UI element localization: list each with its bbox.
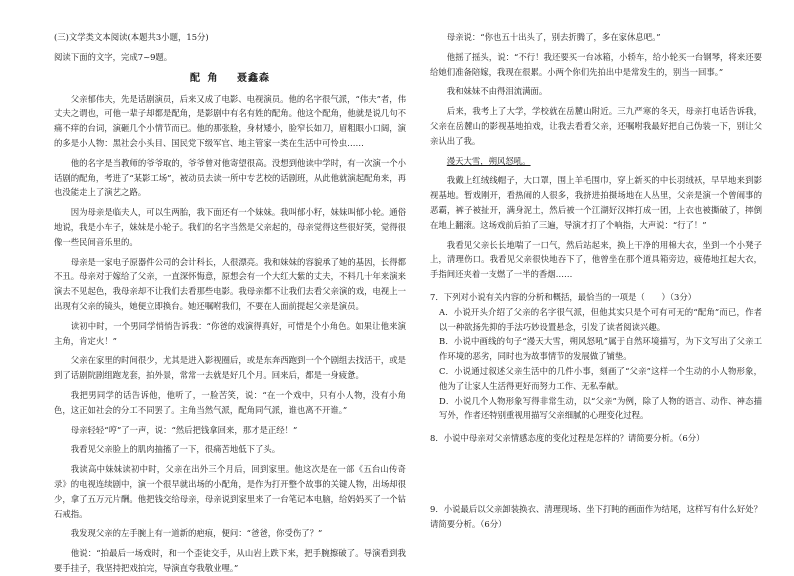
paragraph: 父亲在家里的时间很少，尤其是进入影视圈后，或是东奔西跑到一个个剧组去找活干，或是到了话剧院剧组跑龙套，拍外景，常常一去就是好几个月。回来后，都是一身疲惫。 — [54, 355, 406, 381]
question-8-stem: 8．小说中母亲对父亲情感态度的变化过程是怎样的？请简要分析。（6分） — [430, 433, 705, 444]
paragraph: 我看见父亲长长地喘了一口气，然后站起来，换上干净的用棉大衣，坐到一个小凳子上，清理伤口。我看见父亲很快地吞下了，他曾坐在那个道具箱旁边，疲倦地扛起大衣，手指间还夹着一支燃了一半的香烟…… — [430, 239, 762, 280]
paragraph: 母亲说：“你也五十出头了，别去折腾了，多在家休息吧。” — [446, 32, 661, 42]
answer-space — [430, 446, 762, 494]
story-author: 聂鑫森 — [236, 72, 270, 84]
question-9-stem: 9．小说最后以父亲卸装换衣、清理现场、坐下打盹的画面作为结尾，这样写有什么好处？请简要分析。（6分） — [430, 503, 762, 529]
left-column — [54, 30, 406, 576]
paragraph: 读初中时，一个男同学悄悄告诉我：“你爸的戏演得真好，可惜是个小角色。如果让他来演主角，肯定火！” — [54, 320, 406, 346]
question-7-stem: 7．下列对小说有关内容的分析和概括，最恰当的一项是（ ）（3分） — [430, 291, 697, 302]
underlined-text: 漫天大雪，朔风怒吼。 — [446, 155, 531, 166]
paragraph: 我戴上红绒线帽子，大口罩，围上羊毛围巾，穿上新买的中长羽绒袄，早早地来到影视基地。暂戏刚开，看热闹的人很多，我挤进拍摄场地在人丛里，父亲是演一个曾闹事的恶霸，裤子被扯开，满身泥土，然后被一个江湖好汉摔打成一团，上衣也被撕破了，摔倒在地上翻滚。这场戏前后拍了三遍，导演才打了个响指，大声说：“行了！” — [430, 175, 762, 230]
paragraph: 他的名字是当教师的爷爷取的，爷爷曾对他寄望很高。没想到他读中学时，有一次演一个小话剧的配角，考进了“某影工场”，被动员去读一所中专艺校的话剧班，从此他就演起配角来，再也没能走上了演艺之路。 — [54, 157, 406, 198]
question-7-option-c: C．小说通过叙述父亲生活中的几件小事，刻画了“父亲”这样一个生动的小人物形象，他为了让家人生活得更好而努力工作、无私奉献。 — [439, 365, 762, 391]
paragraph: 他摇了摇头，说：“不行！我还要买一台冰箱，小轿车，给小轮买一台钢琴，将来还要给她们准备陪嫁，我现在很累。小两个你们先拍出中是常发生的，别当一回事。” — [430, 51, 762, 77]
section-header: (三)文学类文本阅读(本题共3小题，15分) — [54, 32, 209, 42]
story-title-line — [54, 70, 406, 88]
story-title: 配 角 — [190, 72, 220, 84]
underlined-sentence — [430, 154, 762, 169]
paragraph: 因为母亲是临夫人，可以生两胎，我下面还有一个妹妹。我叫郁小籽，妹妹叫郁小轮。通俗地说，我是小车子，妹妹是小轮子。我们的名字当然是父亲起的，母亲觉得这些很好笑，觉得很像一些民间音乐里的。 — [54, 207, 406, 247]
question-7-option-a: A．小说开头介绍了父亲的名字很气派，但他其实只是个可有可无的“配角”而已，作者以一种欲扬先抑的手法巧妙设置悬念，引发了读者阅读兴趣。 — [439, 306, 762, 332]
instruction: 阅读下面的文字，完成7~9题。 — [54, 51, 173, 62]
paragraph: 我发现父亲的左手腕上有一道新的疤痕，便问：“爸爸，你受伤了？” — [70, 528, 323, 539]
question-7-option-d: D．小说几个人物形象写得非常生动，以“父亲”为例，除了人物的语言、动作、神态描写外，作者还特别重视用描写父亲细腻的心理变化过程。 — [439, 395, 762, 421]
question-7-option-b: B．小说中画线的句子“漫天大雪，朔风怒吼”属于自然环境描写，为下文写出了父亲工作环境的恶劣，同时也为故事情节的发展做了铺垫。 — [439, 336, 762, 362]
paragraph: 母亲轻轻“哼”了一声，说：“然后把钱拿回来，那才是正经！” — [70, 424, 298, 435]
paragraph: 后来，我考上了大学，学校就在岳麓山附近。三九严寒的冬天，母亲打电话告诉我，父亲在岳麓山的影视基地拍戏，让我去看看父亲，还嘱咐我最好把自己伪装一下，别让父亲认出了我。 — [430, 106, 762, 146]
paragraph: 父亲郁伟夫，先是话剧演员，后来又成了电影、电视演员。他的名字很气派，“伟夫”者，伟丈夫之谓也，可他一辈子却都是配角，是影剧中有名有姓的配角。他这个配角，他就是说几句不痛不痒的台词，演砸几个小情节而已。他的那张脸，身材矮小，脸窄长如刀，眉粗眼小口阔，演的多是小人物：黑社会小头目、国民党下级军官、地主管家一类在生活中可怜虫…… — [54, 93, 406, 148]
paragraph: 我把男同学的话告诉他，他听了，一脸苦笑，说：“在一个戏中，只有小人物，没有小角色，这正如社会的分工不同罢了。主角当然气派，配角同气派，谁也离不开谁。” — [54, 389, 406, 415]
right-column — [430, 30, 762, 532]
paragraph: 我看见父亲脸上的肌肉抽搐了一下，很痛苦地低下了头。 — [70, 444, 281, 455]
paragraph: 母亲是一家电子原器件公司的会计科长，人很漂亮。我和妹妹的容貌承了她的基因，长得都不丑。母亲对于嫁给了父亲，一直深怀悔意，原想会有一个大红大紫的丈夫，不料几十年来演来演去不见起色，我母亲却不让我们去看那些电影。我母亲都不让我们去看父亲演的戏，电视上一出现有父亲的镜头，她便立即换台。她还嘱咐我们，不要在人面前提起父亲是演员。 — [54, 256, 406, 311]
paragraph: 我读高中妹妹读初中时，父亲在出外三个月后，回到家里。他这次是在一部《五台山传奇录》的电视连续剧中，演一个很早就出场的小配角，是作为打开整个故事的关键人物，出场却很少，拿了五万元片酬。他把钱交给母亲，母亲说到家里来了一台笔记本电脑，给妈妈买了一个钻石戒指。 — [54, 464, 406, 519]
paragraph: 他说：“拍最后一场戏时，和一个歪徒交手，从山岩上跌下来，把手腕擦破了。导演看到我要手挂子，我坚持把戏拍完，导演直夸我敬业哩。” — [54, 548, 406, 573]
paragraph: 我和妹妹不由得泪流满面。 — [446, 86, 548, 97]
